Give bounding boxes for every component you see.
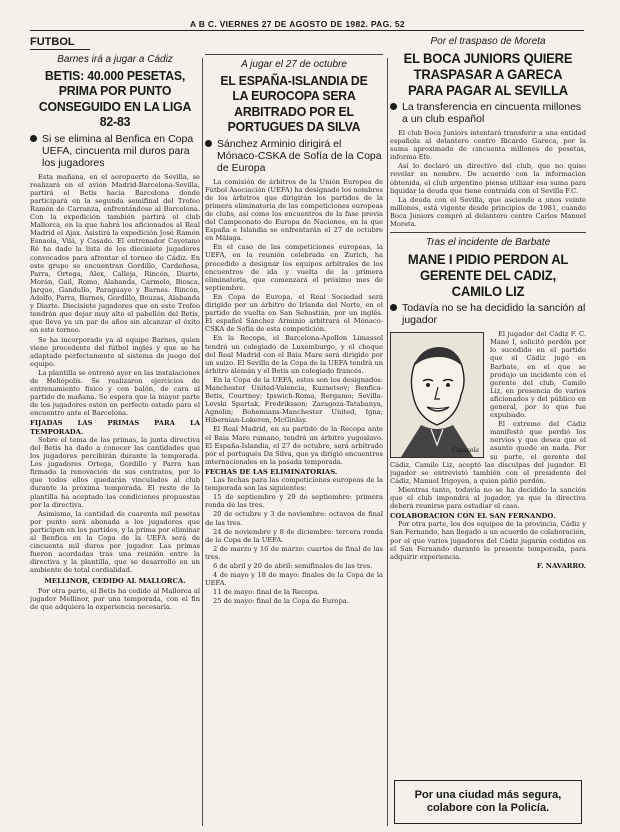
article-kicker: Barnes irá a jugar a Cádiz xyxy=(57,54,173,65)
date-line: 4 de mayo y 18 de mayo: finales de la Copa de la UEFA. xyxy=(205,571,383,588)
column-rule xyxy=(387,58,388,826)
article-kicker: Por el traspaso de Moreta xyxy=(430,36,546,47)
date-line: 25 de mayo: final de la Copa de Europa. xyxy=(213,597,349,606)
article-headline: BETIS: 40.000 PESETAS, PRIMA POR PUNTO CONSEGUIDO EN LA LIGA 82-83 xyxy=(38,68,192,130)
subhead-text: Sánchez Arminio dirigirá el Mónaco-CSKA de Sofía de la Copa de Europa xyxy=(217,137,382,174)
article-subhead xyxy=(390,101,586,125)
subhead-text: Si se elimina al Benfica en Copa UEFA, cincuenta mil duros para los jugadores xyxy=(42,132,194,169)
body-paragraph: La deuda con el Sevilla, que asciende a unos veinte millones, está vigente desde principios de 1981, cuando Boca Juniors compró al delantero centro Carlos Manuel Moreta. xyxy=(390,195,586,229)
date-line: 24 de noviembre y 8 de diciembre: tercera ronda de la Copa de la UEFA. xyxy=(205,527,383,544)
article-headline: EL ESPAÑA-ISLANDIA DE LA EUROCOPA SERA ARBITRADO POR EL PORTUGUES DA SILVA xyxy=(220,73,368,135)
article-headline: MANE I PIDIO PERDON AL GERENTE DEL CADIZ, CAMILO LIZ xyxy=(407,251,569,300)
subhead-text: La transferencia en cincuenta millones a un club español xyxy=(402,101,582,125)
police-notice-text: Por una ciudad más segura, colabore con la Policía. xyxy=(414,789,562,814)
body-paragraph: Las fechas para las competiciones europeas de la temporada son las siguientes: xyxy=(205,476,383,493)
body-paragraph: En la Copa de la UEFA, estos son los designados: Manchester United-Valencia, Kuznetsov; Benfica-Betis, Courtney; Ipswich-Roma, Bergamo; Sevilla-Levski Spartak, Fredriksson; Zaragoza-Tatabanya, Agnolin; Bohemians-Manchester United, Igna; Hibernian-Lokeren, McGinlay. xyxy=(205,375,383,425)
bullet-icon xyxy=(390,103,397,110)
subsection-title: COLABORACION CON EL SAN FERNANDO. xyxy=(390,512,556,521)
date-line: 15 de septiembre y 29 de septiembre: primera ronda de las tres. xyxy=(205,493,383,510)
header-rule xyxy=(30,30,584,31)
article-betis xyxy=(30,36,200,828)
body-paragraph: Por otra parte, los dos equipos de la provincia, Cádiz y San Fernando, han llegado a un acuerdo de colaboración, por el que varios jugadores del Cádiz jugarán cedidos en el San Fernando durante la presente temporada, para adquirir experiencia. xyxy=(390,520,586,561)
page-header xyxy=(0,0,620,34)
body-paragraph: Por otra parte, el Betis ha cedido al Mallorca al jugador Mellinor, por una temporada, con el fin de que adquiera la experiencia necesaria. xyxy=(30,586,200,611)
running-head: A B C. VIERNES 27 DE AGOSTO DE 1982. PAG. 52 xyxy=(190,19,405,29)
body-paragraph: En Copa de Europa, el Real Sociedad será dirigido por un árbitro de Irlanda del Norte, en el partido de vuelta en San Sebastián, por un inglés. El español Sánchez Arminio arbitrará el Mónaco-CSKA de Sofía de esta competición. xyxy=(205,292,383,334)
date-line: 20 de octubre y 3 de noviembre: octavos de final de las tres. xyxy=(205,510,383,527)
body-paragraph: El extremo del Cádiz manifestó que perdió los nervios y que desea que el asunto quede en nada. Por su parte, el gerente del Cádiz, Camilo Liz, aceptó las disculpas del jugador. El jugador se entrevistó también con el presidente del Cádiz, Manuel Irigoyen, a quien pidió perdón. xyxy=(390,420,586,485)
article-subhead xyxy=(390,302,586,326)
subsection-title: FIJADAS LAS PRIMAS PARA LA TEMPORADA. xyxy=(30,419,200,436)
body-paragraph: El jugador del Cádiz F. C. Mané I, solicitó perdón por lo sucedido en el partido que el Cádiz jugó en Barbate, en el que se produjo un incidente con el gerente del club, Camilo Liz, en presencia de varios aficionados y del público en general, por lo que fue expulsado. xyxy=(490,330,586,420)
body-paragraph: La plantilla se entrenó ayer en las instalaciones de Heliópolis. Se realizaron ejercicios de entrenamiento físico y con balón, de cara al partido de mañana. Se espera que la mayor parte de los jugadores estén en perfecto estado para el encuentro ante el Barcelona. xyxy=(30,368,200,418)
article-subhead xyxy=(30,133,200,169)
article-headline: EL BOCA JUNIORS QUIERE TRASPASAR A GARECA PARA PAGAR AL SEVILLA xyxy=(403,50,573,98)
bullet-icon xyxy=(390,304,397,311)
article-kicker: A jugar el 27 de octubre xyxy=(241,59,347,70)
article-kicker: Tras el incidente de Barbate xyxy=(425,237,551,249)
top-separator xyxy=(205,54,383,55)
section-label: FUTBOL xyxy=(30,36,90,50)
body-paragraph: El club Boca Juniors intentará transferir a una entidad española al delantero centro Ricardo Gareca, por la suma aproximada de cincuenta millones de pesetas, informa Efe. xyxy=(390,129,586,162)
body-paragraph: Esta mañana, en el aeropuerto de Sevilla, se realizará en el avión Madrid-Barcelona-Sevilla, partirá el Betis hacia Barcelona donde participará en la segunda semifinal del Trofeo Ramón de Carranza, enfrentándose al Barcelona. Con la expedición también partirá el club Mallorca, en la que habrá los aficionados al Real Madrid el Ajax. Asistirá la expedición José Ramón Esnaola, Vilá, y Casado. El entrenador Cayetano Ré ha dado la lista de los diecisiete jugadores convocados para afrontar el torneo de Cádiz. En este grupo se encuentran Gordillo, Cardeñosa, Parra, Ortega, Alex, Calleja, Rincón, Diarte, Morán, Gail, Romo, Alabanda, Carmelo, Biosca, Jarque, Gandullo, Paraguayo y Barnes. Rincón, Adolfo, Parra, Barnes, Gordillo, Bouzas, Alabanda y Diarte. Diecisiete jugadores que en este Trofeo tendrán que dejar muy alto el pabellón del Betis, que lleva ya un par de años sin alcanzar el éxito en este torneo. xyxy=(30,172,200,335)
body-paragraph: La comisión de árbitros de la Unión Europea de Fútbol Asociación (UEFA) ha designado los nombres de los árbitros que dirigirán los partidos de la primera eliminatoria de las competiciones europeas de clubs, así como los encuentros de la fase previa del Campeonato de Europa de Naciones, en la que España e Islandia se enfrentarán el 27 de octubre en Málaga. xyxy=(205,177,383,243)
body-paragraph: Sobre el tema de las primas, la junta directiva del Betis ha dado a conocer las cantidades que los jugadores percibirán durante la temporada. Los jugadores Ortega, Gordillo y Parra han firmado la renovación de sus contratos, por lo que todos ellos quedarán vinculados al club durante la próxima temporada. El resto de la plantilla ha aceptado las condiciones propuestas por la directiva. xyxy=(30,435,200,509)
body-paragraph: Mientras tanto, todavía no se ha decidido la sanción que el club impondrá al jugador, ya que la directiva deberá reunirse para estudiar el caso. xyxy=(390,485,586,511)
artist-signature: Casasola xyxy=(451,447,479,455)
subsection-title: MELLINOR, CEDIDO AL MALLORCA. xyxy=(44,577,186,586)
portrait-sketch-icon xyxy=(391,333,483,457)
body-paragraph: El Real Madrid, en su partido de la Recopa ante el Baia Mare rumano, tendrá un árbitro yugoslavo. El España-Islandia, el 27 de octubre, será arbitrado por el portugués Da Silva, que ya dirigió encuentros internacionales en la pasada temporada. xyxy=(205,425,383,466)
author-credit: F. NAVARRO. xyxy=(536,561,586,570)
subsection-title: FECHAS DE LAS ELIMINATORIAS. xyxy=(205,467,338,476)
bullet-icon xyxy=(30,135,37,142)
article-boca-juniors xyxy=(390,36,586,828)
body-paragraph: Así lo declaró un directivo del club, que no quiso revelar su nombre. De acuerdo con la información obtenida, el club argentino piensa utilizar esa suma para liquidar la deuda que tiene contraída con el Sevilla F.C. xyxy=(390,162,586,195)
subhead-text: Todavía no se ha decidido la sanción al jugador xyxy=(402,302,586,327)
date-line: 11 de mayo: final de la Recopa. xyxy=(213,588,320,597)
body-paragraph: En la Recopa, el Barcelona-Apollon Limassol tendrá un colegiado de Luxemburgo, y el choque del Real Madrid con el Baia Mare será dirigido por un suizo. El Sevilla de la Copa de la UEFA tendrá un árbitro alemán y el Betis un colegiado francés. xyxy=(205,334,383,375)
article-eurocopa xyxy=(205,36,383,828)
body-paragraph: En el caso de las competiciones europeas, la UEFA, en la reunión celebrada en Zurich, ha procedido a designar los equipos arbitrales de los encuentros de ida y vuelta de la primera eliminatoria, que comenzará el próximo mes de septiembre. xyxy=(205,243,383,292)
article-separator xyxy=(390,232,586,233)
date-line: 2 de marzo y 16 de marzo: cuartos de final de las tres. xyxy=(205,544,383,561)
portrait-drawing xyxy=(390,332,484,458)
bullet-icon xyxy=(205,140,212,147)
date-line: 6 de abril y 20 de abril: semifinales de las tres. xyxy=(213,562,373,571)
body-paragraph: Se ha incorporado ya al equipo Barnes, quien viene procedente del fútbol inglés y que se ha adaptado perfectamente al sistema de juego del equipo. xyxy=(30,335,200,368)
body-paragraph: Asimismo, la cantidad de cuarenta mil pesetas por punto será abonada a los jugadores que participen en los partidos, y la prima por eliminar al Benfica en la Copa de la UEFA será de cincuenta mil duros por jugador. Las primas fueron acordadas tras una reunión entre la directiva y la plantilla, que se desarrolló en un ambiente de total cordialidad. xyxy=(30,509,200,575)
article-subhead xyxy=(205,138,383,174)
column-rule xyxy=(202,58,203,826)
police-notice-box xyxy=(394,780,582,824)
